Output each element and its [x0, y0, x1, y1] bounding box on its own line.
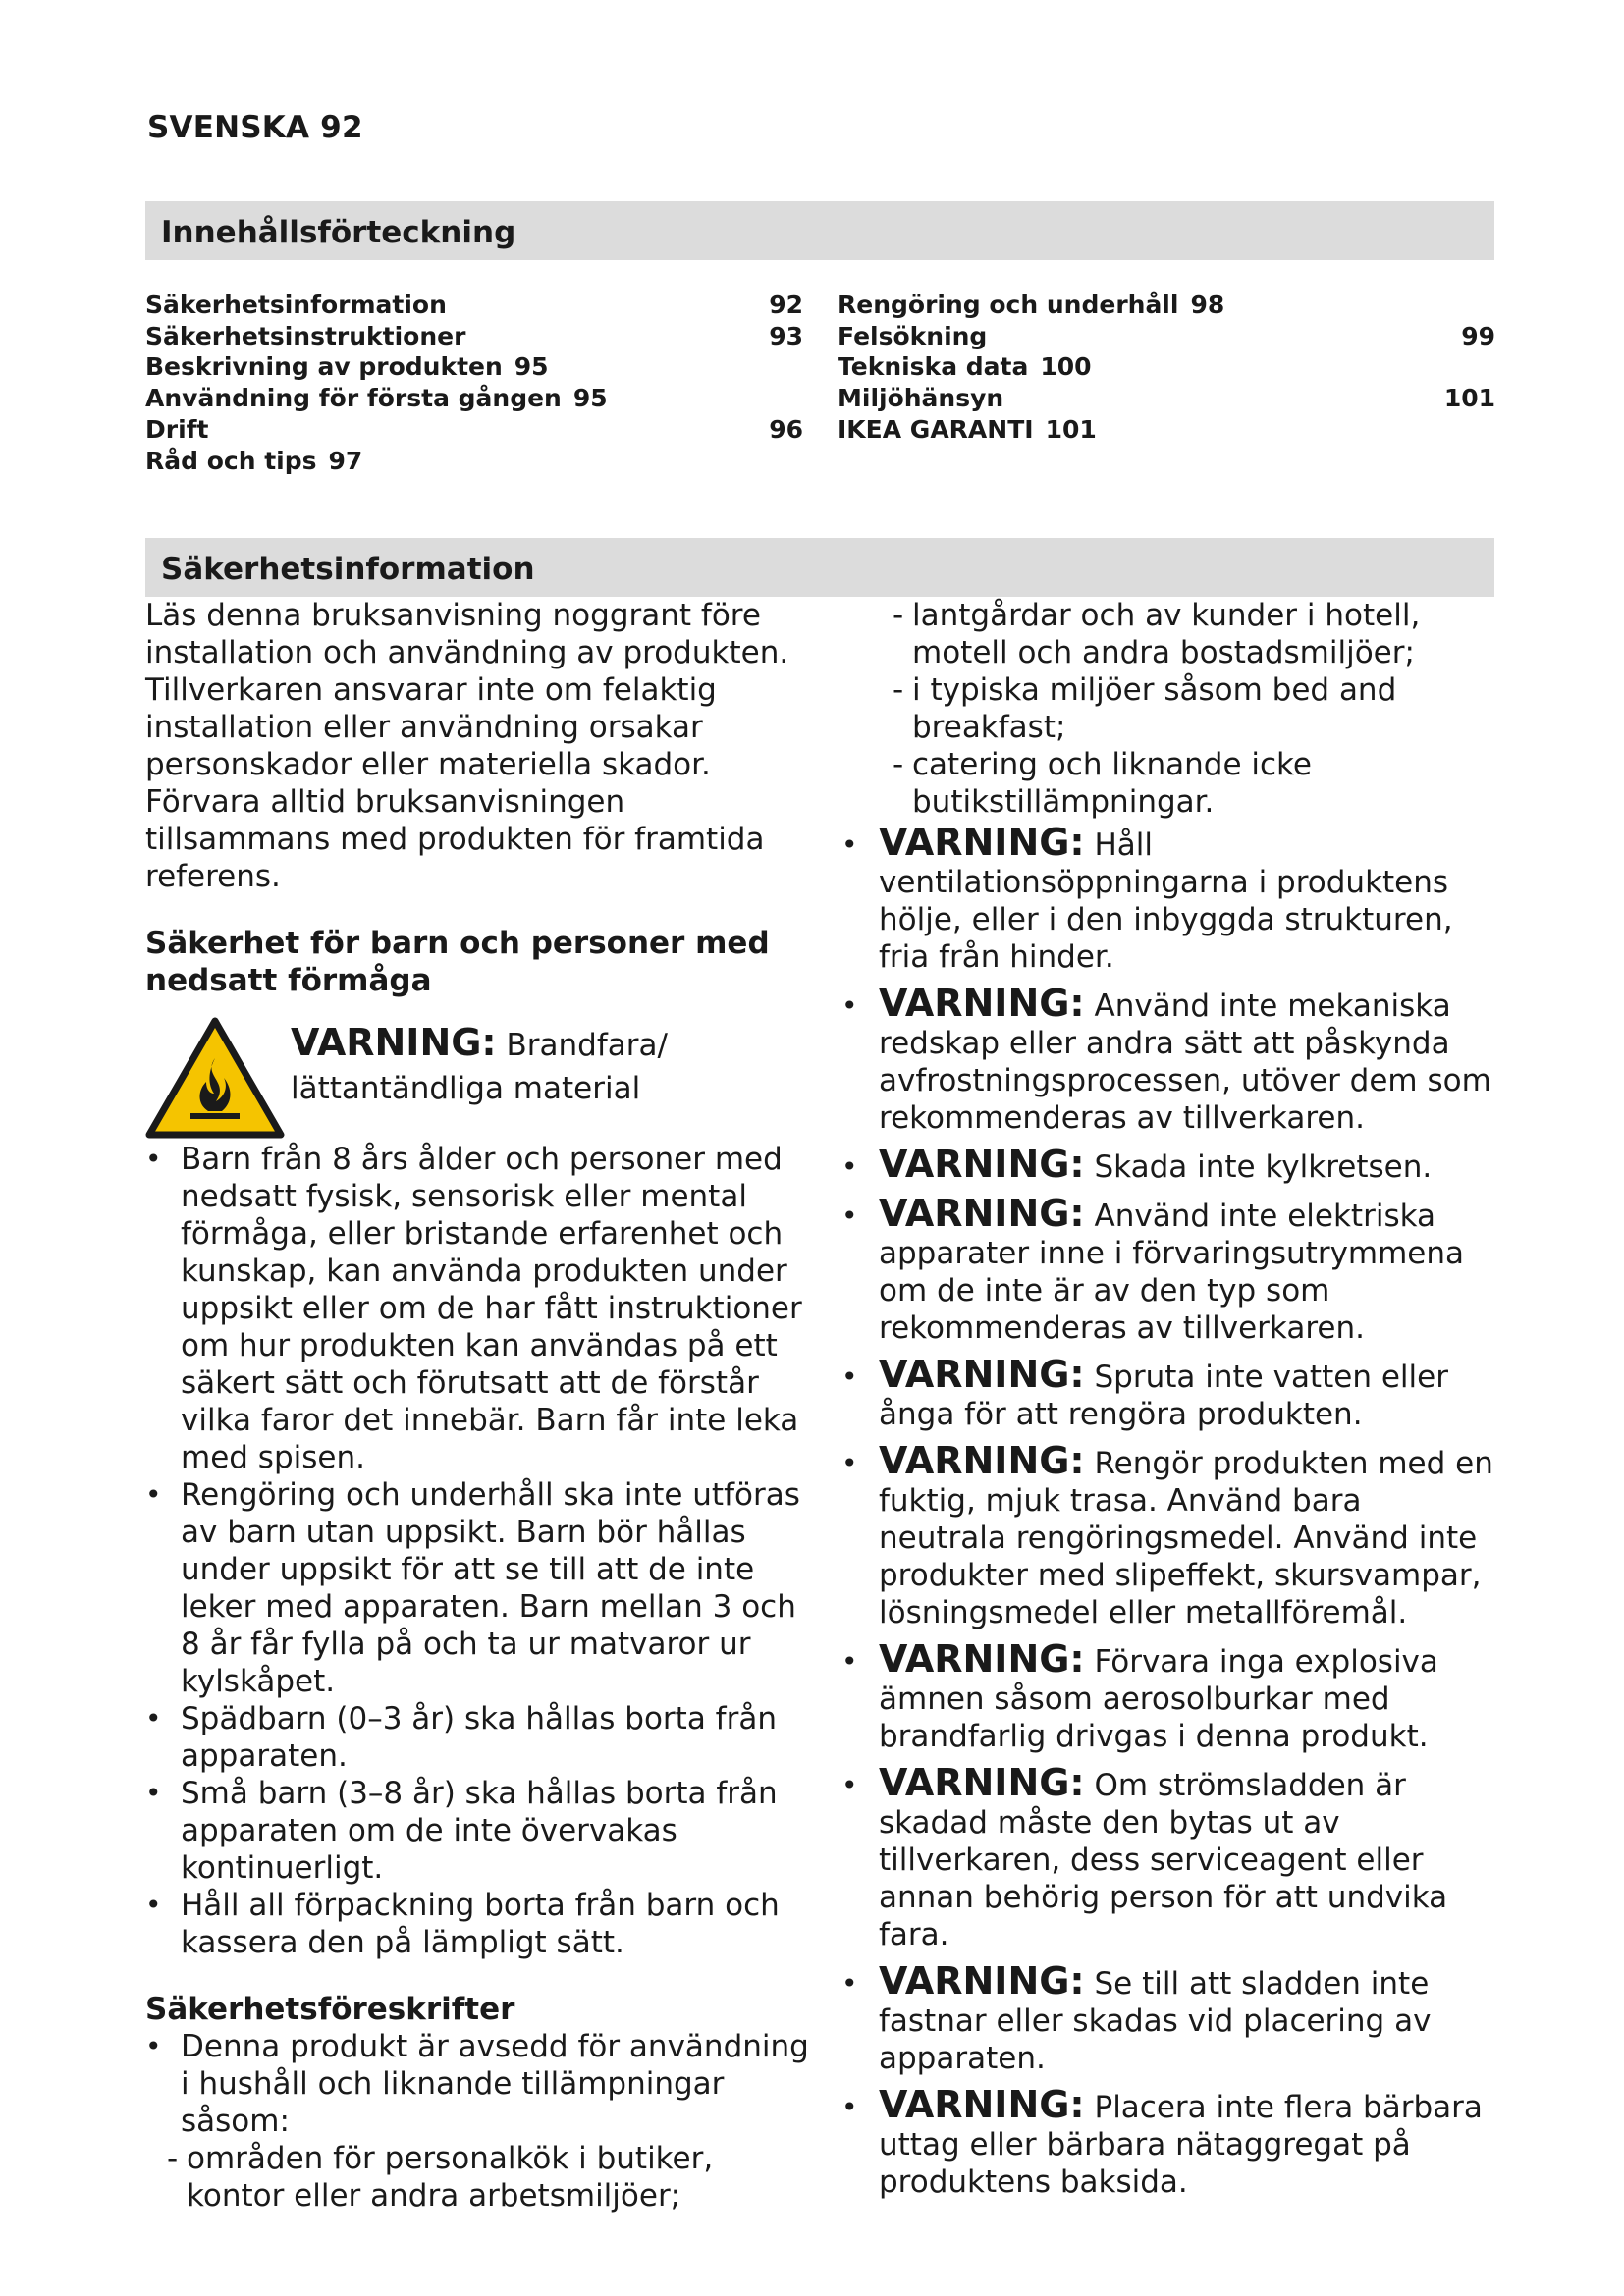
warning-item: [838, 1761, 1497, 1953]
warning-text: Placera inte flera bärbara uttag eller bärbara nätaggregat på produktens baksida.: [879, 2090, 1483, 2200]
toc-entry-page: 95: [514, 352, 549, 381]
left-column: [145, 597, 813, 2215]
safety-heading-bar: [145, 538, 1494, 597]
toc-entry-page: 101: [1443, 384, 1495, 412]
warning-label: VARNING:: [879, 1959, 1085, 2002]
warning-text: Spruta inte vatten eller ånga för att rengöra produkten.: [879, 1360, 1448, 1432]
warning-item: [838, 1439, 1497, 1631]
warnings-list: [838, 821, 1497, 2201]
list-item: • Små barn (3–8 år) ska hållas borta från apparaten om de inte övervakas kontinuerligt.: [145, 1775, 813, 1887]
toc-entry[interactable]: [145, 291, 803, 322]
warning-label: VARNING:: [879, 1761, 1085, 1804]
fire-warning-text: [291, 1021, 813, 1110]
toc-entry-title: Råd och tips: [145, 447, 317, 475]
warning-label: VARNING:: [879, 1192, 1085, 1235]
toc-entry[interactable]: [838, 384, 1495, 415]
toc-heading: Innehållsförteckning: [161, 215, 516, 250]
toc-entry-page: 101: [1045, 415, 1097, 444]
toc-entry-title: Beskrivning av produkten: [145, 352, 503, 381]
warning-text: Om strömsladden är skadad måste den bytas ut av tillverkaren, dess serviceagent eller annan behörig person för att undvika fara.: [879, 1768, 1448, 1952]
toc-entry-page: 93: [769, 322, 803, 350]
regulations-list: [145, 2028, 813, 2140]
toc-entry-title: Säkerhetsinformation: [145, 291, 447, 319]
fire-warning-description: Brandfara/ lättantändliga material: [291, 1028, 668, 1106]
warning-item: [838, 982, 1497, 1137]
toc-entry-title: IKEA GARANTI: [838, 415, 1034, 444]
toc-entry[interactable]: [838, 415, 1495, 447]
regulations-intro: Denna produkt är avsedd för användning i hushåll och liknande tillämpningar såsom:: [181, 2029, 809, 2139]
children-safety-heading: Säkerhet för barn och personer med nedsatt förmåga: [145, 926, 770, 998]
toc-entry-title: Felsökning: [838, 322, 988, 350]
toc-entry-title: Miljöhänsyn: [838, 384, 1004, 412]
warning-label: VARNING:: [879, 1353, 1085, 1396]
toc-entry-title: Tekniska data: [838, 352, 1029, 381]
regulations-heading: Säkerhetsföreskrifter: [145, 1992, 515, 2027]
toc-entry-title: Rengöring och underhåll: [838, 291, 1179, 319]
intro-paragraph: Läs denna bruksanvisning noggrant före installation och användning av produkten. Tillverkaren ansvarar inte om felaktig installation eller användning orsakar personskador eller materiella skador. Förvara alltid bruksanvisningen tillsammans med produkten för framtida referens.: [145, 598, 789, 894]
fire-warning: [145, 1017, 813, 1127]
toc-entry[interactable]: [838, 322, 1495, 353]
list-item: - områden för personalkök i butiker, kontor eller andra arbetsmiljöer;: [167, 2140, 813, 2215]
warning-text: Håll ventilationsöppningarna i produktens hölje, eller i den inbyggda strukturen, fria från hinder.: [879, 828, 1453, 975]
warning-item: [838, 1192, 1497, 1347]
toc-entry-title: Drift: [145, 415, 209, 444]
warning-item: [838, 1959, 1497, 2077]
usage-areas-list: [145, 2140, 813, 2215]
children-safety-list: [145, 1141, 813, 1961]
list-item: • Rengöring och underhåll ska inte utföras av barn utan uppsikt. Barn bör hållas under uppsikt för att se till att de inte leker med apparaten. Barn mellan 3 och 8 år får fylla på och ta ur matvaror ur kylskåpet.: [145, 1476, 813, 1700]
usage-areas-list-continued: [838, 597, 1497, 821]
toc-entry-page: 98: [1190, 291, 1225, 319]
warning-label: VARNING:: [879, 1143, 1085, 1186]
warning-label: VARNING:: [291, 1021, 497, 1064]
toc-entry-page: 97: [328, 447, 363, 475]
warning-text: Använd inte elektriska apparater inne i förvaringsutrymmena om de inte är av den typ som rekommenderas av tillverkaren.: [879, 1199, 1465, 1346]
toc-entry[interactable]: [145, 322, 803, 353]
warning-item: [838, 2083, 1497, 2201]
list-item: [145, 2028, 813, 2140]
warning-label: VARNING:: [879, 821, 1085, 864]
toc-entry-page: 95: [572, 384, 608, 412]
warning-item: [838, 1143, 1497, 1186]
flammable-warning-icon: [145, 1017, 285, 1139]
list-item: • Håll all förpackning borta från barn och kassera den på lämpligt sätt.: [145, 1887, 813, 1961]
toc-entry[interactable]: [145, 447, 803, 478]
warning-item: [838, 1637, 1497, 1755]
toc-entry[interactable]: [838, 352, 1495, 384]
warning-label: VARNING:: [879, 1637, 1085, 1681]
toc-entry-title: Användning för första gången: [145, 384, 562, 412]
toc-entry-page: 96: [769, 415, 803, 444]
toc-heading-bar: [145, 201, 1494, 260]
warning-text: Skada inte kylkretsen.: [1094, 1149, 1433, 1185]
page-header: SVENSKA 92: [147, 110, 363, 145]
list-item: - i typiska miljöer såsom bed and breakfast;: [893, 671, 1497, 746]
safety-heading: Säkerhetsinformation: [161, 552, 535, 587]
toc-entry[interactable]: [145, 415, 803, 447]
warning-text: Använd inte mekaniska redskap eller andra sätt att påskynda avfrostningsprocessen, utöver dem som rekommenderas av tillverkaren.: [879, 988, 1491, 1136]
list-item: • Barn från 8 års ålder och personer med nedsatt fysisk, sensorisk eller mental förmåga, eller bristande erfarenhet och kunskap, kan använda produkten under uppsikt eller om de har fått instruktioner om hur produkten kan användas på ett säkert sätt och förutsatt att de förstår vilka faror det innebär. Barn får inte leka med spisen.: [145, 1141, 813, 1476]
right-column: [838, 597, 1497, 2207]
warning-text: Rengör produkten med en fuktig, mjuk trasa. Använd bara neutrala rengöringsmedel. Använd inte produkter med slipeffekt, skursvampar, lösningsmedel eller metallföremål.: [879, 1446, 1493, 1630]
warning-label: VARNING:: [879, 982, 1085, 1025]
toc-entry-page: 100: [1040, 352, 1092, 381]
toc-entry[interactable]: [838, 291, 1495, 322]
list-item: • Spädbarn (0–3 år) ska hållas borta från apparaten.: [145, 1700, 813, 1775]
warning-label: VARNING:: [879, 1439, 1085, 1482]
warning-item: [838, 1353, 1497, 1433]
warning-item: [838, 821, 1497, 976]
toc-entry[interactable]: [145, 384, 803, 415]
warning-text: Se till att sladden inte fastnar eller skadas vid placering av apparaten.: [879, 1966, 1432, 2076]
toc-entry[interactable]: [145, 352, 803, 384]
list-item: - catering och liknande icke butikstillämpningar.: [893, 746, 1497, 821]
toc-entry-title: Säkerhetsinstruktioner: [145, 322, 466, 350]
warning-label: VARNING:: [879, 2083, 1085, 2126]
toc-entry-page: 92: [769, 291, 803, 319]
list-item: - lantgårdar och av kunder i hotell, motell och andra bostadsmiljöer;: [893, 597, 1497, 671]
warning-text: Förvara inga explosiva ämnen såsom aerosolburkar med brandfarlig drivgas i denna produkt.: [879, 1644, 1438, 1754]
toc-entry-page: 99: [1461, 322, 1495, 350]
